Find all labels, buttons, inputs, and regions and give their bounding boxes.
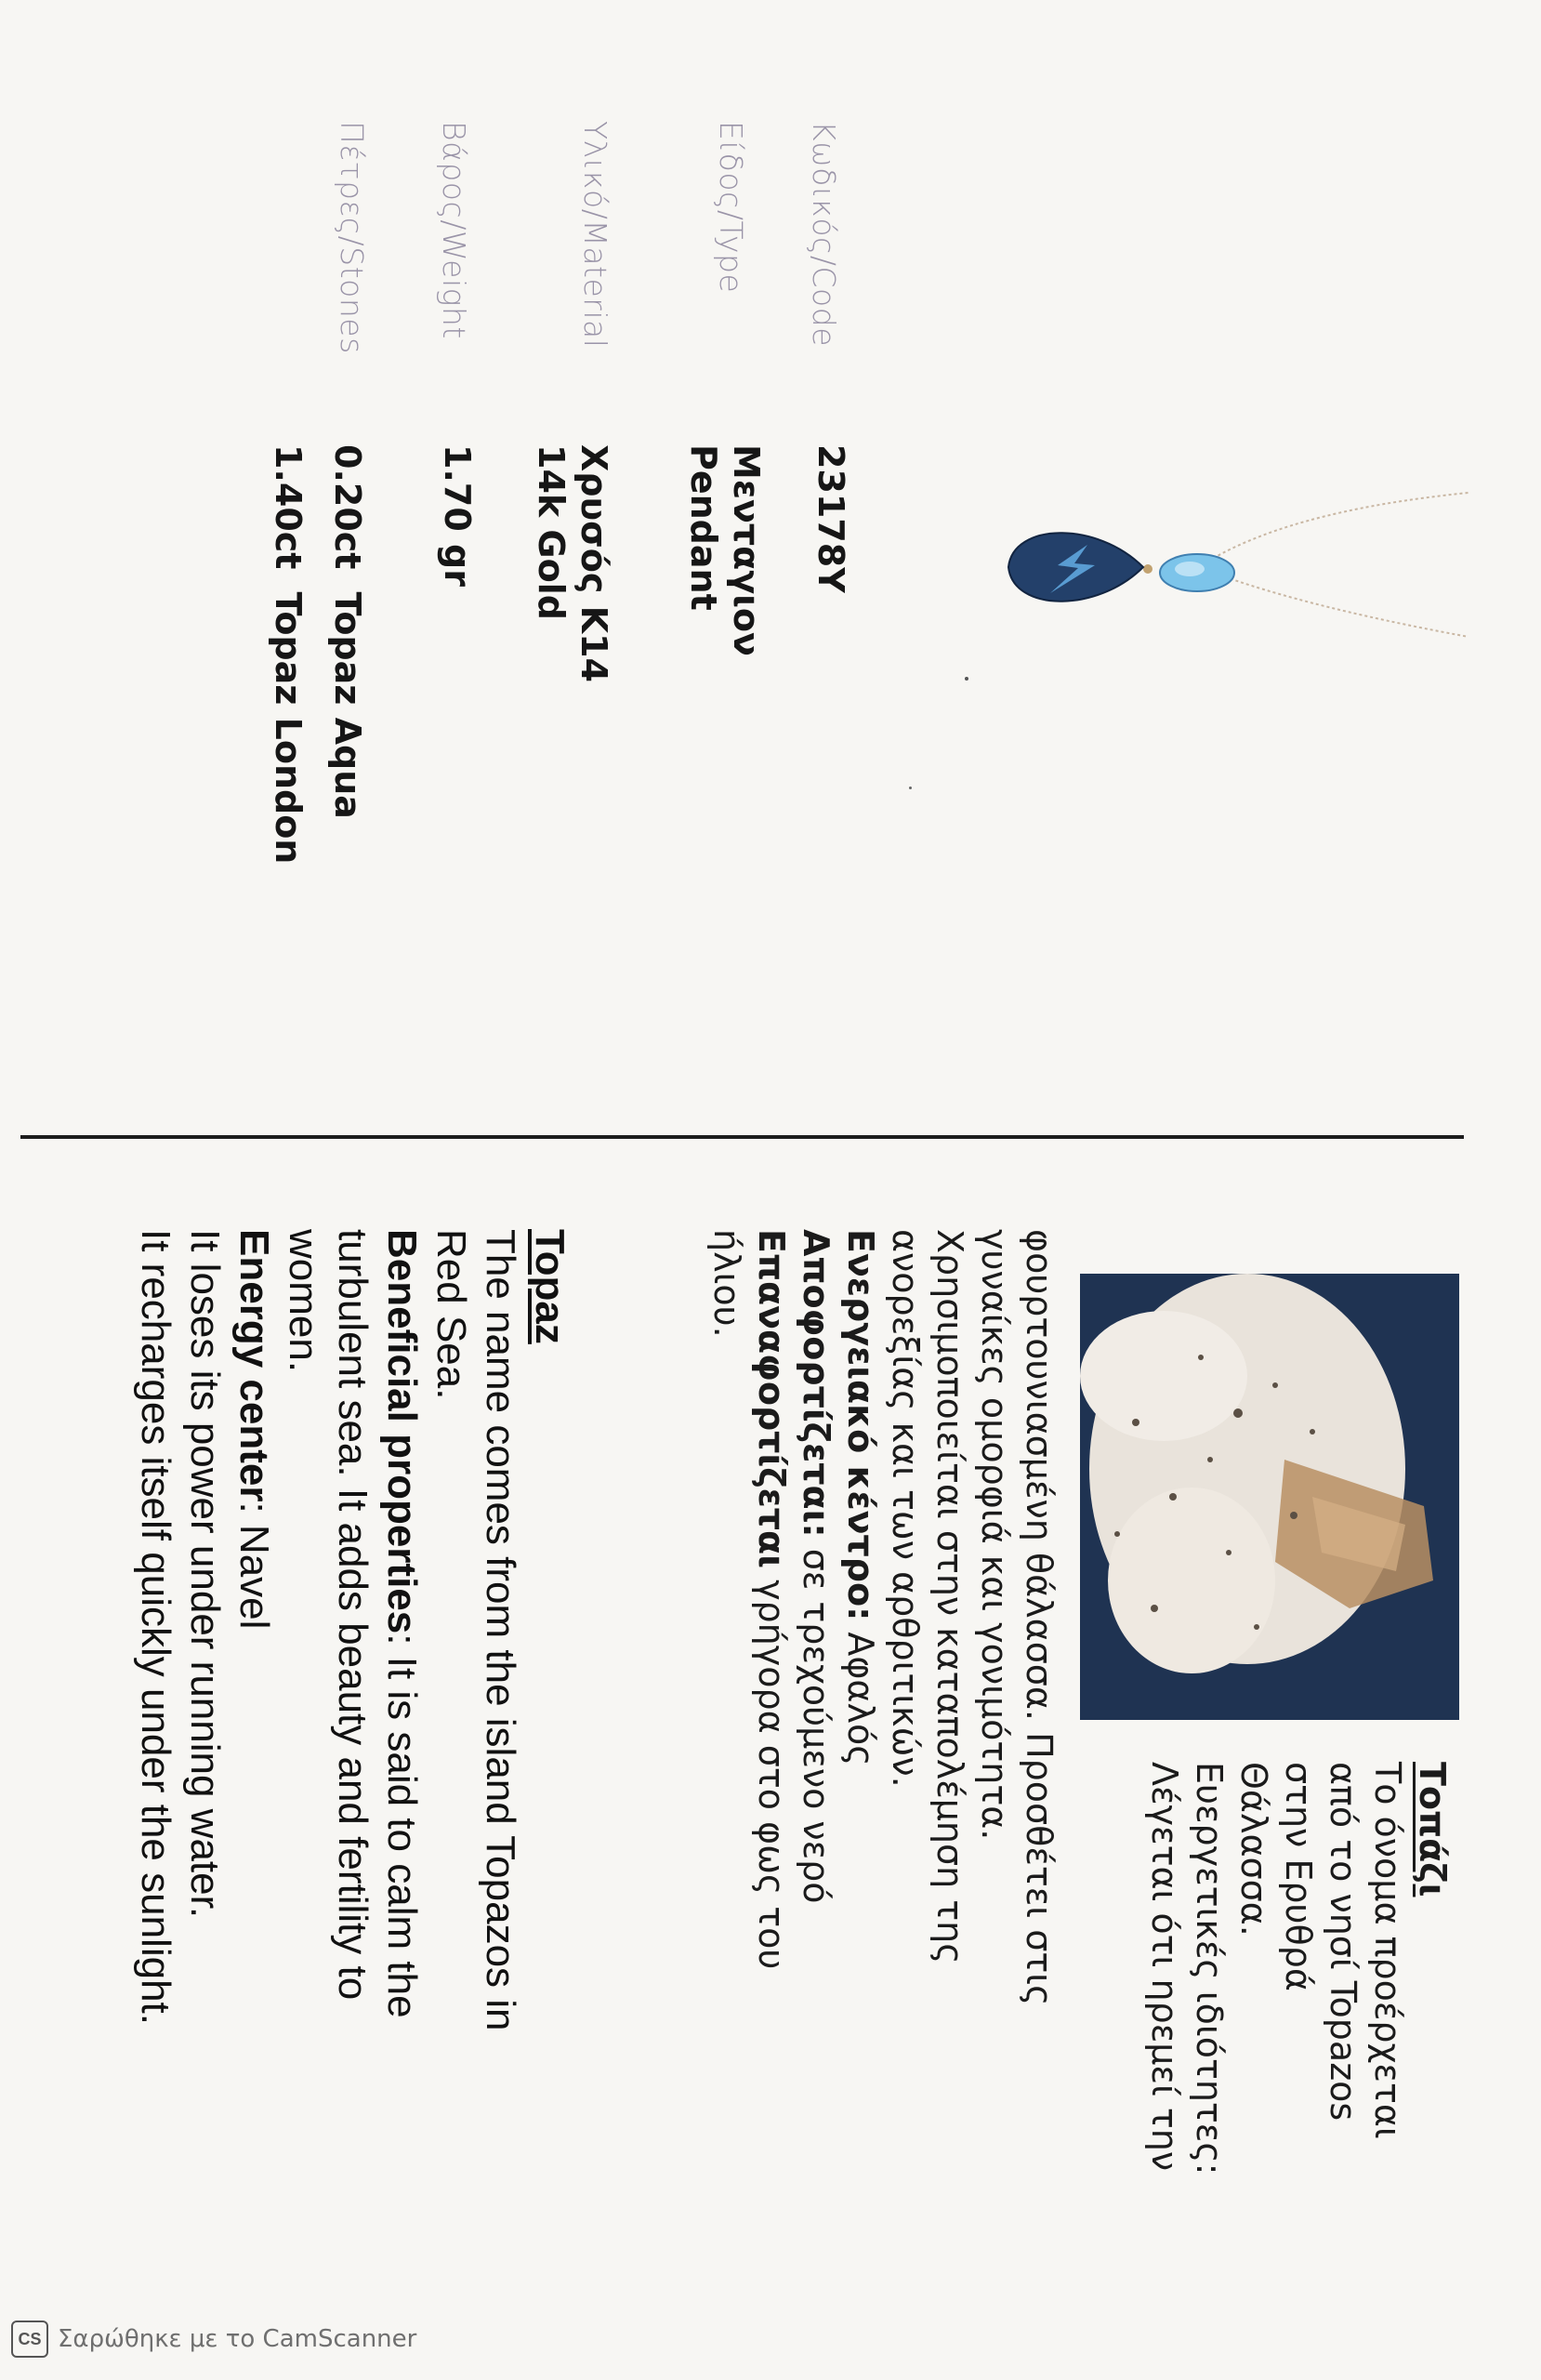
topaz-mineral-photo <box>1080 1274 1459 1720</box>
bail <box>1143 564 1152 574</box>
type-label: Είδος/Type <box>713 121 749 294</box>
greek-text-line: από το νησί Topazos <box>1323 1762 1363 2122</box>
greek-intro-block <box>1142 1762 1455 2175</box>
stone-carat: 0.20ct <box>327 444 368 570</box>
greek-discharge-line: Αποφορτίζεται: σε τρεχούμενο νερό <box>796 1229 836 1904</box>
greek-text-line: στην Ερυθρά <box>1278 1762 1319 1991</box>
greek-text-line: ανορεξίας και των αρθριτικών. <box>885 1229 926 1788</box>
english-energy-line: Energy center: Navel <box>231 1229 277 1630</box>
camscanner-logo-icon: CS <box>11 2320 48 2358</box>
camscanner-text: Σαρώθηκε με το CamScanner <box>58 2325 417 2353</box>
greek-text-line: Θάλασσα. <box>1233 1762 1274 1937</box>
weight-label: Βάρος/Weight <box>436 121 472 339</box>
chain-left <box>1199 493 1469 567</box>
stone-carat: 1.40ct <box>268 444 309 570</box>
english-text-line: It loses its power under running water. <box>182 1229 228 1919</box>
english-text-line: women. <box>281 1229 326 1373</box>
greek-recharge-line: Επαναφορτίζεται γρήγορα στο φως του <box>751 1229 792 1970</box>
material-value <box>530 444 615 682</box>
pendant-image <box>985 456 1487 697</box>
chain-right <box>1199 567 1469 637</box>
greek-text-line: Ευεργετικές ιδιότητες: <box>1189 1762 1230 2175</box>
speck <box>965 677 968 681</box>
english-title: Topaz <box>527 1229 573 1344</box>
english-block <box>131 1229 574 2031</box>
english-text-line: The name comes from the island Topazos in <box>478 1229 523 2031</box>
english-text-line: It recharges itself quickly under the sunlight. <box>133 1229 178 2026</box>
stone-row <box>318 444 377 864</box>
code-label: Κωδικός/Code <box>806 121 842 347</box>
greek-text-line: γυναίκες ομορφιά και γονιμότητα. <box>974 1229 1015 1841</box>
greek-text-line: Λέγεται ότι ηρεμεί την <box>1144 1762 1185 2172</box>
greek-text-line: ήλιου. <box>706 1229 747 1338</box>
greek-body-block <box>705 1229 1061 2005</box>
material-value-en: 14k Gold <box>531 444 572 620</box>
type-value-gr: Μενταγιον <box>726 444 767 656</box>
material-value-gr: Χρυσός Κ14 <box>573 444 614 682</box>
speck <box>909 787 912 789</box>
weight-value: 1.70 gr <box>437 444 478 587</box>
greek-text-line: Το όνομα προέρχεται <box>1367 1762 1408 2139</box>
greek-energy-line: Ενεργειακό κέντρο: Αφαλός <box>840 1229 881 1766</box>
type-value-en: Pendant <box>683 444 724 611</box>
code-value: 23178Y <box>810 444 851 593</box>
material-label: Υλικό/Material <box>577 121 613 349</box>
stones-list <box>258 444 377 864</box>
camscanner-footer <box>11 2320 416 2358</box>
english-beneficial-line: Beneficial properties: It is said to calm the <box>379 1229 425 2018</box>
stone-name: Topaz Aqua <box>327 591 368 819</box>
english-text-line: Red Sea. <box>428 1229 474 1400</box>
type-value <box>682 444 768 656</box>
greek-title: Τοπάζι <box>1412 1762 1453 1897</box>
greek-text-line: Χρησιμοποιείται στην καταπολέμηση της <box>929 1229 970 1964</box>
greek-text-line: φουρτουνιασμένη θάλασσα. Προσθέτει στις <box>1019 1229 1060 2006</box>
english-text-line: turbulent sea. It adds beauty and fertility to <box>330 1229 375 2001</box>
stone-row <box>258 444 318 864</box>
stone-name: Topaz London <box>268 591 309 865</box>
section-divider <box>20 1135 1464 1139</box>
stones-label: Πέτρες/Stones <box>334 121 370 354</box>
